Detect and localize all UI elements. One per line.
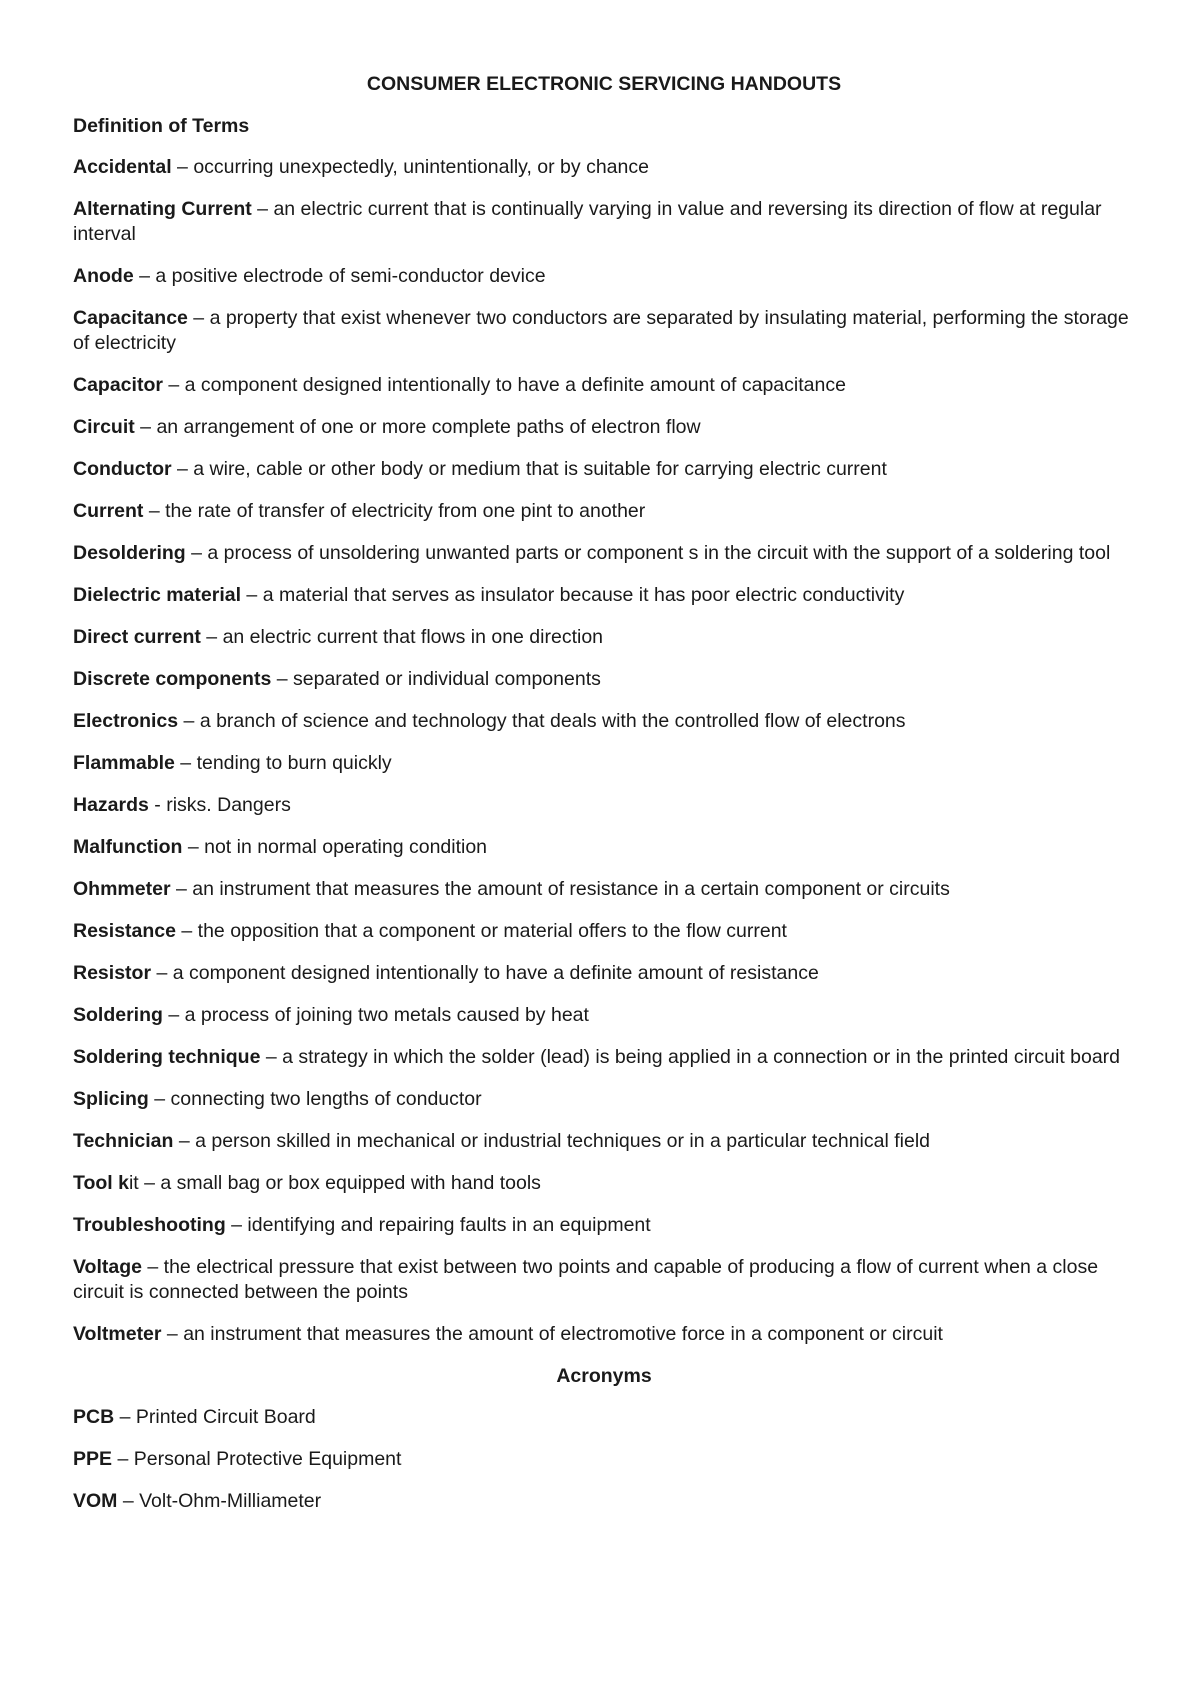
definition-entry-separator: –	[200, 626, 223, 648]
definition-entry-separator: –	[178, 710, 200, 732]
definition-entry-definition: an electric current that flows in one direction	[222, 626, 604, 648]
definition-entry-definition: a component designed intentionally to have a definite amount of capacitance	[184, 374, 846, 396]
definition-entry	[73, 1003, 1135, 1028]
definition-entry	[73, 373, 1135, 398]
definition-entry	[73, 1087, 1135, 1112]
definition-entry-definition: not in normal operating condition	[204, 836, 488, 858]
definition-entry-term: Voltage	[73, 1256, 142, 1278]
definition-entry	[73, 306, 1135, 356]
definition-entry-separator: –	[174, 752, 197, 774]
definition-entry-separator: –	[162, 374, 185, 396]
definition-entry-term: Current	[73, 500, 144, 522]
definition-entry-definition: a strategy in which the solder (lead) is being applied in a connection or in the printed circuit board	[282, 1046, 1121, 1068]
definition-entry	[73, 1213, 1135, 1238]
definition-entry-term: Capacitance	[73, 307, 188, 329]
definition-entry	[73, 1045, 1135, 1070]
acronym-entry-separator: –	[117, 1490, 140, 1512]
definition-entry-term: Soldering	[73, 1004, 163, 1026]
definition-entry-definition: risks. Dangers	[166, 794, 291, 816]
definition-entry-definition: it – a small bag or box equipped with hand tools	[128, 1172, 541, 1194]
definition-entry	[73, 1129, 1135, 1154]
definition-entry-definition: a wire, cable or other body or medium that is suitable for carrying electric current	[193, 458, 887, 480]
definition-entry-definition: identifying and repairing faults in an equipment	[247, 1214, 651, 1236]
definition-entry-definition: the rate of transfer of electricity from one pint to another	[165, 500, 646, 522]
definition-entry-term: Splicing	[73, 1088, 149, 1110]
definition-entry-separator: –	[175, 920, 198, 942]
acronym-entry-term: PCB	[73, 1406, 115, 1428]
definition-entry-term: Electronics	[73, 710, 179, 732]
acronym-entry-term: PPE	[73, 1448, 113, 1470]
definition-entry	[73, 1255, 1135, 1305]
definition-entry-term: Troubleshooting	[73, 1214, 226, 1236]
definition-entry	[73, 457, 1135, 482]
definition-entry-definition: a property that exist whenever two conductors are separated by insulating material, performing the storage of electricity	[73, 307, 1129, 354]
definition-entry	[73, 1322, 1135, 1347]
definition-entry-separator: –	[241, 584, 263, 606]
definition-entry-term: Hazards	[73, 794, 149, 816]
definitions-list	[73, 155, 1135, 1347]
acronyms-list	[73, 1405, 1135, 1514]
acronym-entry-term: VOM	[73, 1490, 118, 1512]
definition-entry	[73, 1171, 1135, 1196]
acronym-entry-definition: Volt-Ohm-Milliameter	[139, 1490, 322, 1512]
definition-entry	[73, 709, 1135, 734]
definition-entry-definition: an instrument that measures the amount of electromotive force in a component or circuit	[183, 1323, 943, 1345]
definition-entry-separator: –	[162, 1004, 185, 1026]
definition-entry	[73, 583, 1135, 608]
definition-entry-term: Desoldering	[73, 542, 186, 564]
acronym-entry-definition: Printed Circuit Board	[135, 1406, 316, 1428]
definition-entry-term: Circuit	[73, 416, 135, 438]
definition-entry-term: Voltmeter	[73, 1323, 162, 1345]
definition-entry	[73, 499, 1135, 524]
acronym-entry	[73, 1447, 1135, 1472]
definition-entry-separator: –	[134, 416, 157, 438]
definition-entry-term: Alternating Current	[73, 198, 252, 220]
definition-entry-term: Technician	[73, 1130, 174, 1152]
definition-entry-separator: –	[161, 1323, 184, 1345]
definition-entry-separator: –	[151, 962, 173, 984]
definition-entry-definition: an electric current that is continually varying in value and reversing its direction of flow at regular interval	[73, 198, 1102, 245]
definition-entry-definition: a person skilled in mechanical or industrial techniques or in a particular technical field	[195, 1130, 930, 1152]
definition-entry	[73, 415, 1135, 440]
definition-entry-definition: a process of joining two metals caused by heat	[184, 1004, 589, 1026]
definition-entry-separator: –	[251, 198, 274, 220]
definition-entry	[73, 625, 1135, 650]
definition-entry-definition: separated or individual components	[293, 668, 601, 690]
definition-entry-separator: –	[187, 307, 210, 329]
definition-entry-separator: –	[171, 156, 194, 178]
definition-entry-separator: –	[225, 1214, 248, 1236]
definition-entry-term: Resistance	[73, 920, 176, 942]
definition-entry-separator: –	[173, 1130, 196, 1152]
definitions-heading: Definition of Terms	[73, 115, 250, 137]
definition-entry-separator: –	[271, 668, 293, 690]
handout-page	[73, 72, 1135, 1531]
definition-entry	[73, 751, 1135, 776]
definition-entry-term: Conductor	[73, 458, 172, 480]
definition-entry-term: Direct current	[73, 626, 201, 648]
document-title: CONSUMER ELECTRONIC SERVICING HANDOUTS	[366, 73, 842, 95]
definition-entry-term: Flammable	[73, 752, 175, 774]
definition-entry	[73, 155, 1135, 180]
definition-entry-term: Accidental	[73, 156, 172, 178]
definition-entry-definition: the electrical pressure that exist between two points and capable of producing a flow of current when a close circuit is connected between the points	[73, 1256, 1099, 1303]
definition-entry-term: Ohmmeter	[73, 878, 171, 900]
definition-entry-definition: the opposition that a component or material offers to the flow current	[197, 920, 787, 942]
definition-entry	[73, 541, 1135, 566]
definition-entry-separator: –	[260, 1046, 283, 1068]
acronym-entry	[73, 1405, 1135, 1430]
definition-entry-definition: an instrument that measures the amount of resistance in a certain component or circuits	[192, 878, 950, 900]
definition-entry-separator: –	[182, 836, 205, 858]
definition-entry-term: Malfunction	[73, 836, 183, 858]
definition-entry	[73, 667, 1135, 692]
definition-entry-term: Resistor	[73, 962, 152, 984]
definition-entry	[73, 877, 1135, 902]
definition-entry	[73, 961, 1135, 986]
definition-entry-separator: –	[141, 1256, 164, 1278]
acronym-entry-definition: Personal Protective Equipment	[133, 1448, 402, 1470]
definition-entry	[73, 793, 1135, 818]
definition-entry	[73, 264, 1135, 289]
definition-entry-separator: –	[143, 500, 166, 522]
definition-entry-term: Tool k	[73, 1172, 129, 1194]
definition-entry	[73, 919, 1135, 944]
definition-entry-term: Soldering technique	[73, 1046, 261, 1068]
definition-entry-term: Discrete components	[73, 668, 272, 690]
acronym-entry-separator: –	[114, 1406, 136, 1428]
definition-entry-definition: a material that serves as insulator because it has poor electric conductivity	[262, 584, 905, 606]
definition-entry-definition: occurring unexpectedly, unintentionally, or by chance	[193, 156, 649, 178]
definition-entry-definition: connecting two lengths of conductor	[170, 1088, 482, 1110]
definition-entry-definition: tending to burn quickly	[196, 752, 392, 774]
definition-entry-separator: –	[133, 265, 156, 287]
definition-entry-definition: a positive electrode of semi-conductor device	[155, 265, 546, 287]
definition-entry-definition: an arrangement of one or more complete paths of electron flow	[156, 416, 701, 438]
definition-entry-separator: –	[170, 878, 193, 900]
definition-entry-separator: –	[185, 542, 208, 564]
definition-entry	[73, 197, 1135, 247]
acronyms-heading: Acronyms	[556, 1365, 652, 1387]
definition-entry-definition: a branch of science and technology that deals with the controlled flow of electrons	[199, 710, 906, 732]
definition-entry-term: Anode	[73, 265, 134, 287]
definition-entry-definition: a component designed intentionally to have a definite amount of resistance	[172, 962, 819, 984]
definition-entry-separator: –	[171, 458, 194, 480]
definition-entry	[73, 835, 1135, 860]
definition-entry-definition: a process of unsoldering unwanted parts or component s in the circuit with the support of a soldering tool	[207, 542, 1111, 564]
acronym-entry-separator: –	[112, 1448, 134, 1470]
definition-entry-separator: –	[148, 1088, 171, 1110]
definition-entry-term: Dielectric material	[73, 584, 242, 606]
definition-entry-term: Capacitor	[73, 374, 163, 396]
acronym-entry	[73, 1489, 1135, 1514]
definition-entry-separator: -	[148, 794, 167, 816]
